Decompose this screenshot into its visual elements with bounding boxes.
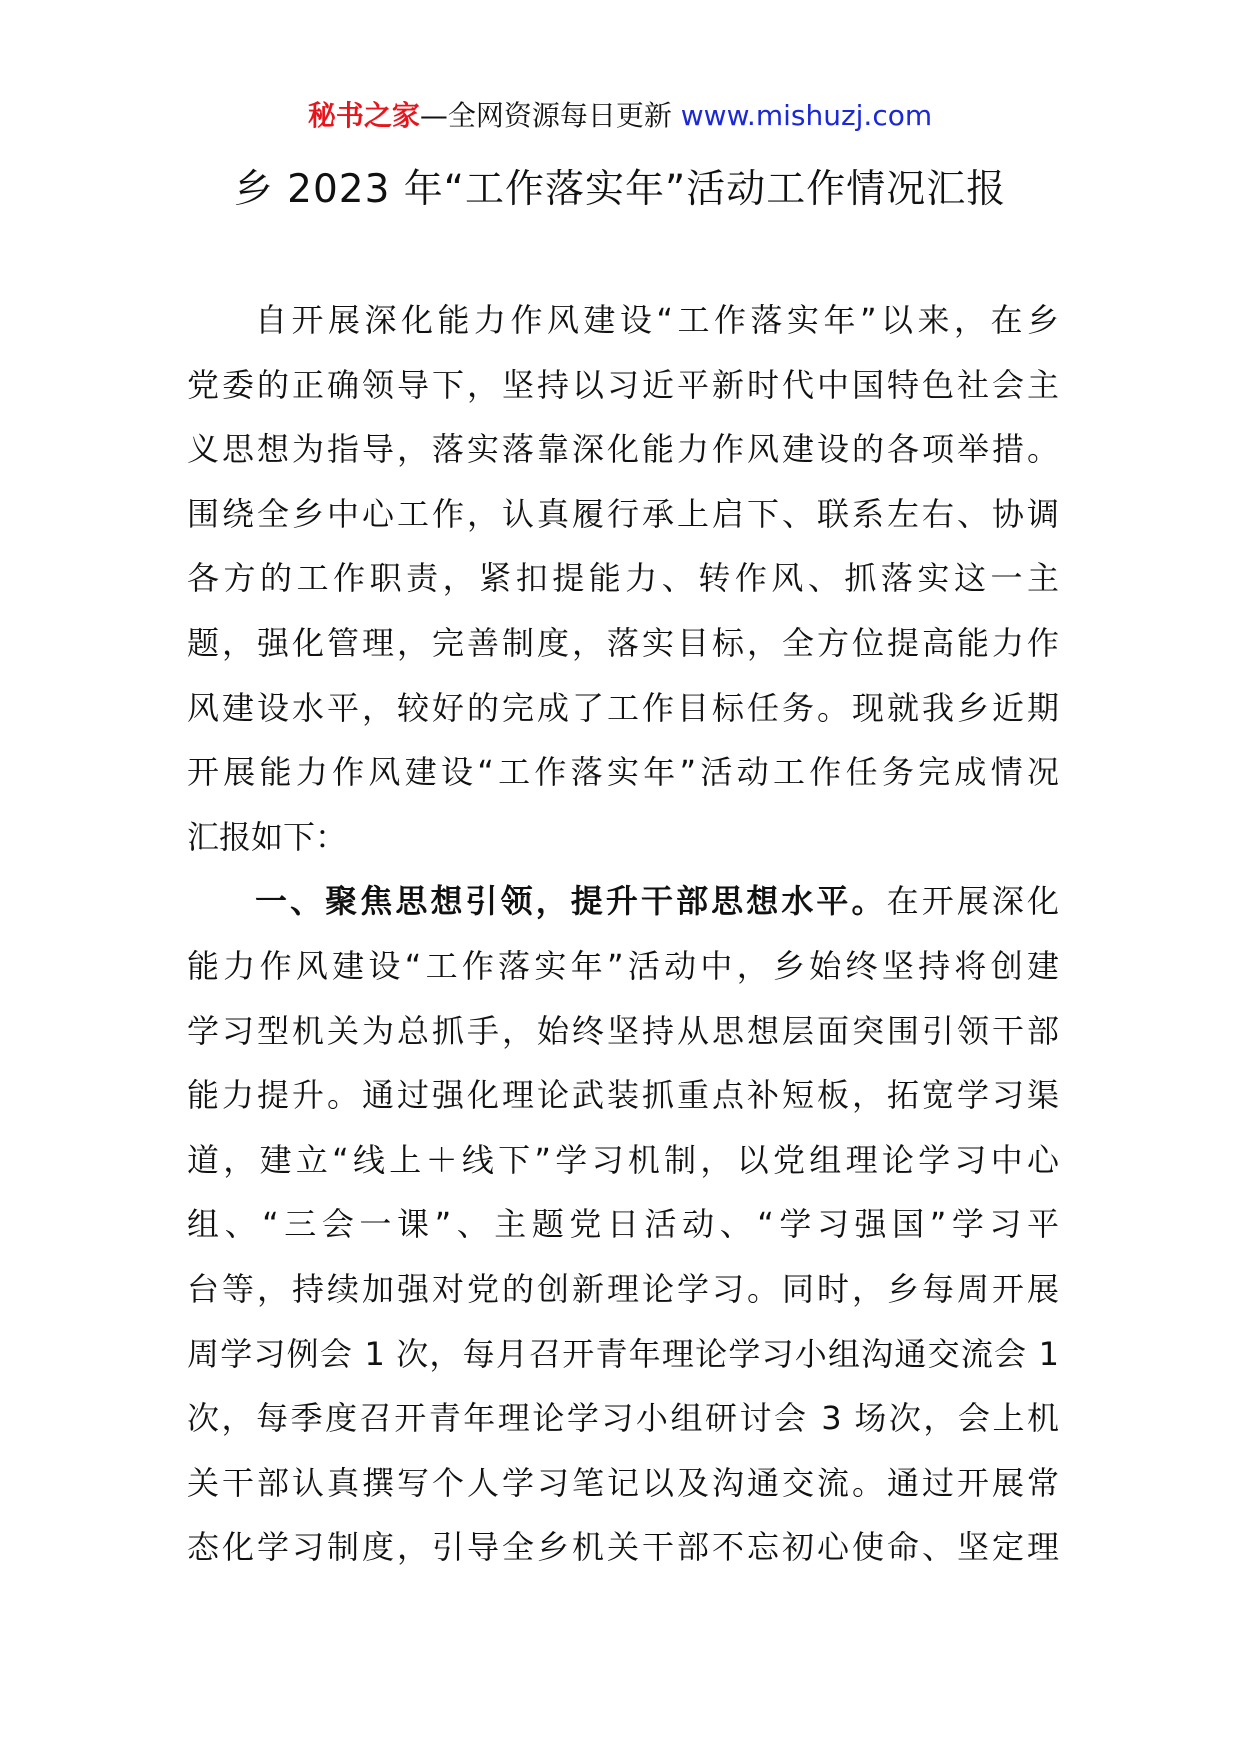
paragraph-line: 关干部认真撰写个人学习笔记以及沟通交流。通过开展常 <box>187 1463 1059 1502</box>
site-tagline: —全网资源每日更新 <box>419 99 681 132</box>
paragraph-line: 自开展深化能力作风建设“工作落实年”以来，在乡 <box>255 301 1059 339</box>
paragraph-line: 围绕全乡中心工作，认真履行承上启下、联系左右、协调 <box>187 494 1059 533</box>
paragraph-line: 能力提升。通过强化理论武装抓重点补短板，拓宽学习渠 <box>187 1076 1059 1115</box>
paragraph-line: 汇报如下： <box>187 817 348 856</box>
paragraph-line: 学习型机关为总抓手，始终坚持从思想层面突围引领干部 <box>187 1011 1059 1050</box>
paragraph-line: 各方的工作职责，紧扣提能力、转作风、抓落实这一主 <box>187 559 1059 598</box>
paragraph-line: 党委的正确领导下，坚持以习近平新时代中国特色社会主 <box>187 365 1059 404</box>
paragraph-line: 题，强化管理，完善制度，落实目标，全方位提高能力作 <box>187 623 1059 662</box>
paragraph-line: 次，每季度召开青年理论学习小组研讨会 3 场次，会上机 <box>187 1399 1059 1438</box>
paragraph-line: 能力作风建设“工作落实年”活动中，乡始终坚持将创建 <box>187 946 1059 985</box>
site-header <box>0 96 1240 136</box>
paragraph-line: 开展能力作风建设“工作落实年”活动工作任务完成情况 <box>187 753 1059 792</box>
paragraph-line: 台等，持续加强对党的创新理论学习。同时，乡每周开展 <box>187 1269 1059 1308</box>
document-body <box>187 288 1059 1580</box>
section-heading: 一、聚焦思想引领，提升干部思想水平。 <box>255 882 887 921</box>
paragraph-line: 周学习例会 1 次，每月召开青年理论学习小组沟通交流会 1 <box>187 1334 1059 1373</box>
paragraph-line: 道，建立“线上＋线下”学习机制，以党组理论学习中心 <box>187 1140 1059 1179</box>
paragraph-line: 风建设水平，较好的完成了工作目标任务。现就我乡近期 <box>187 688 1059 727</box>
paragraph-line: 态化学习制度，引导全乡机关干部不忘初心使命、坚定理 <box>187 1528 1059 1567</box>
section-heading-continuation: 在开展深化 <box>886 882 1059 921</box>
site-brand-name: 秘书之家 <box>307 99 420 132</box>
section-heading-line <box>187 869 1059 934</box>
paragraph-line: 组、“三会一课”、主题党日活动、“学习强国”学习平 <box>187 1205 1059 1244</box>
document-title: 乡 2023 年“工作落实年”活动工作情况汇报 <box>233 167 1007 212</box>
paragraph-line: 义思想为指导，落实落靠深化能力作风建设的各项举措。 <box>187 430 1059 469</box>
site-url-link[interactable]: www.mishuzj.com <box>680 99 933 132</box>
